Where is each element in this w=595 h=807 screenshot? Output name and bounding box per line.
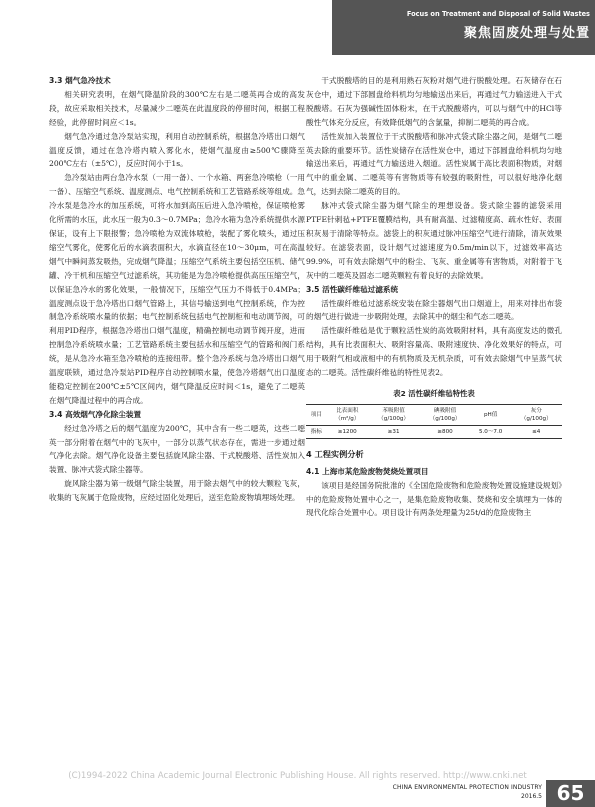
table-header-cell [327, 404, 368, 425]
journal-title-en: Focus on Treatment and Disposal of Solid Wastes [406, 10, 590, 18]
table-header-cell [511, 404, 562, 425]
header-unit: （m²/g） [335, 415, 360, 422]
table-caption: 表2 活性碳纤维毡特性表 [393, 388, 475, 398]
header-unit: （g/100g） [378, 415, 410, 422]
paragraph: 活性碳纤维毡过滤系统安装在除尘器烟气出口烟道上，用来对排出布袋的烟气进行做进一步吸附处理，去除其中的烟尘和气态二噁英。 [306, 298, 562, 322]
paragraph: 急冷泵站由两台急冷水泵（一用一备）、一个水箱、两套急冷喷枪（一用一备）、压缩空气系统、温度测点、电气控制系统和工艺管路系统等组成。急冷水泵是急冷水的加压系统，可将水加到高压后进入急冷喷枪，保证喷枪雾化所需的水压，此水压一般为0.3～0.7MPa；急冷水箱为急冷系统提供水源保证，设有上下限报警；急冷喷枪为双流体喷枪，装配了雾化喷头，通过压缩空气雾化，使雾化后的水滴表面积大，水滴直径在10～30μm，可在高温烟气中瞬间蒸发吸热，完成烟气降温；压缩空气系统主要包括空压机、储气罐、冷干机和压缩空气过滤系统，其功能是为急冷喷枪提供高压压缩空气，以保证急冷水的雾化效果，一般情况下，压缩空气压力不得低于0.4MPa；温度测点设于急冷塔出口烟气管路上，其信号输送到电气控制系统，作为控制急冷系统喷水量的依据；电气控制系统包括电气控制柜和电动调节阀，可利用PID程序，根据急冷塔出口烟气温度，精确控制电动调节阀开度，进而控制急冷系统喷水量；工艺管路系统主要包括水和压缩空气的管路和阀门系统，是从急冷水箱至急冷喷枪的连接纽带。整个急冷系统与急冷塔出口烟气温度联锁，通过急冷泵站PID程序自动控制喷水量，使急冷塔烟气出口温度能稳定控制在200℃±5℃区间内，烟气降温反应时间＜1s，避免了二噁英在烟气降温过程中的再合成。 [49, 173, 305, 405]
paragraph: 经过急冷塔之后的烟气温度为200℃，其中含有一些二噁英，这些二噁英一部分附着在烟气中的飞灰中，一部分以蒸气状态存在，需进一步通过烟气净化去除。烟气净化设备主要包括旋风除尘器、干式脱酸塔、活性炭加入装置、脉冲式袋式除尘器等。 [49, 423, 305, 475]
section-3-3-title: 3.3 烟气急冷技术 [49, 76, 111, 85]
paragraph: 旋风除尘器为第一级烟气除尘装置，用于除去烟气中的较大颗粒飞灰，收集的飞灰属于危险废物，应经过固化处理后，送至危险废物填埋场处理。 [49, 479, 305, 503]
paragraph: 该项目是经国务院批准的《全国危险废物和危险废物处置设施建设规划》中的危险废物处置中心之一，是集危险废物收集、焚烧和安全填埋为一体的现代化综合处置中心。项目设计有两条处理量为25t/d的危险废物主 [306, 480, 562, 518]
paragraph: 相关研究表明，在烟气降温阶段的300℃左右是二噁英再合成的高发段，故应采取相关技术，尽量减少二噁英在此温度段的停留时间，根据工程经验，此停留时间应＜1s。 [49, 89, 305, 127]
header-unit: （g/100g） [429, 415, 461, 422]
section-4-1-title: 4.1 上海市某危险废物焚烧处置项目 [306, 466, 429, 476]
table-header-row [306, 404, 562, 425]
paragraph: 脉冲式袋式除尘器为烟气除尘的理想设备。袋式除尘器的滤袋采用PTFE针刺毡+PTFE覆膜结构，具有耐高温、过滤精度高、疏水性好、表面积灰易于清除等特点。滤袋上的积灰通过脉冲压缩空气进行清除，清灰效果较好。在滤袋表面，设计烟气过滤速度为0.5m/min以下，过滤效率高达99.9%，可有效去除烟气中的粉尘、飞灰、重金属等有害物质，对附着于飞灰中的二噁英及固态二噁英颗粒有着良好的去除效果。 [306, 201, 562, 280]
footer-date: 2016.5 [521, 793, 542, 800]
paragraph: 干式脱酸塔的目的是利用熟石灰粉对烟气进行脱酸处理。石灰储存在石灰仓中，通过下部圆盘给料机均匀地输送出来后，再通过气力输送进入干式脱酸塔。石灰为强碱性固体粉末，在干式脱酸塔内，可以与烟气中的HCl等酸性气体充分反应，有效降低烟气的含氯量，抑制二噁英的再合成。 [306, 76, 562, 127]
journal-title-cn: 聚焦固废处理与处置 [463, 26, 590, 41]
paragraph: 活性炭加入装置位于干式脱酸塔和脉冲式袋式除尘器之间，是烟气二噁英去除的重要环节。活性炭储存在活性炭仓中，通过下部圆盘给料机均匀地输送出来后，再通过气力输送进入烟道。活性炭属于高比表面积物质，对烟气中的重金属、二噁英等有害物质等有较强的吸附性，可以很好地净化烟气，达到去除二噁英的目的。 [306, 131, 562, 197]
header-label: 碘吸附值 [433, 407, 457, 414]
page-number: 65 [546, 780, 595, 807]
table-header-cell [419, 404, 470, 425]
table-cell: ≥1200 [327, 425, 368, 438]
header-label: pH值 [483, 411, 498, 418]
right-column [306, 74, 562, 520]
section-3-5-title: 3.5 活性碳纤维毡过滤系统 [306, 284, 399, 294]
header-unit: （g/100g） [520, 415, 552, 422]
table-cell: ≥31 [368, 425, 419, 438]
paragraph: 活性碳纤维毡是优于颗粒活性炭的高效吸附材料，具有高度发达的微孔结构，具有比表面积大、吸附容量高、吸附速度快、净化效果好的特点，可用于吸附气相或液相中的有机物质及无机杂质，可有效去除烟气中呈蒸气状态的二噁英。活性碳纤维毡的特性见表2。 [306, 326, 562, 378]
table-header-cell [306, 404, 327, 425]
copyright-watermark: (C)1994-2022 China Academic Journal Electronic Publishing House. All rights reserved. http://www.cnki.net [68, 771, 527, 781]
paragraph: 烟气急冷通过急冷泵站实现，利用自动控制系统，根据急冷塔出口烟气温度反馈，通过在急冷塔内喷入雾化水，使烟气温度由≥500℃骤降至200℃左右（±5℃），反应时间小于1s。 [49, 131, 305, 169]
table-header-cell [471, 404, 511, 425]
table-cell: 指标 [306, 425, 327, 438]
header-label: 苯吸附值 [382, 407, 405, 414]
left-column [49, 74, 305, 505]
header-label: 比表面积 [336, 407, 359, 414]
section-4-title: 4 工程实例分析 [306, 448, 364, 459]
table-cell: ≥800 [419, 425, 470, 438]
table-header-cell [368, 404, 419, 425]
section-3-4-title: 3.4 高效烟气净化除尘装置 [49, 409, 142, 419]
table-cell: 5.0～7.0 [471, 425, 511, 438]
table-cell: ≤4 [511, 425, 562, 438]
fiber-felt-properties-table [306, 404, 562, 439]
header-label: 项目 [310, 411, 322, 418]
header-label: 灰分 [530, 407, 542, 414]
footer-journal-name: CHINA ENVIRONMENTAL PROTECTION INDUSTRY [392, 784, 542, 791]
table-row [306, 425, 562, 438]
